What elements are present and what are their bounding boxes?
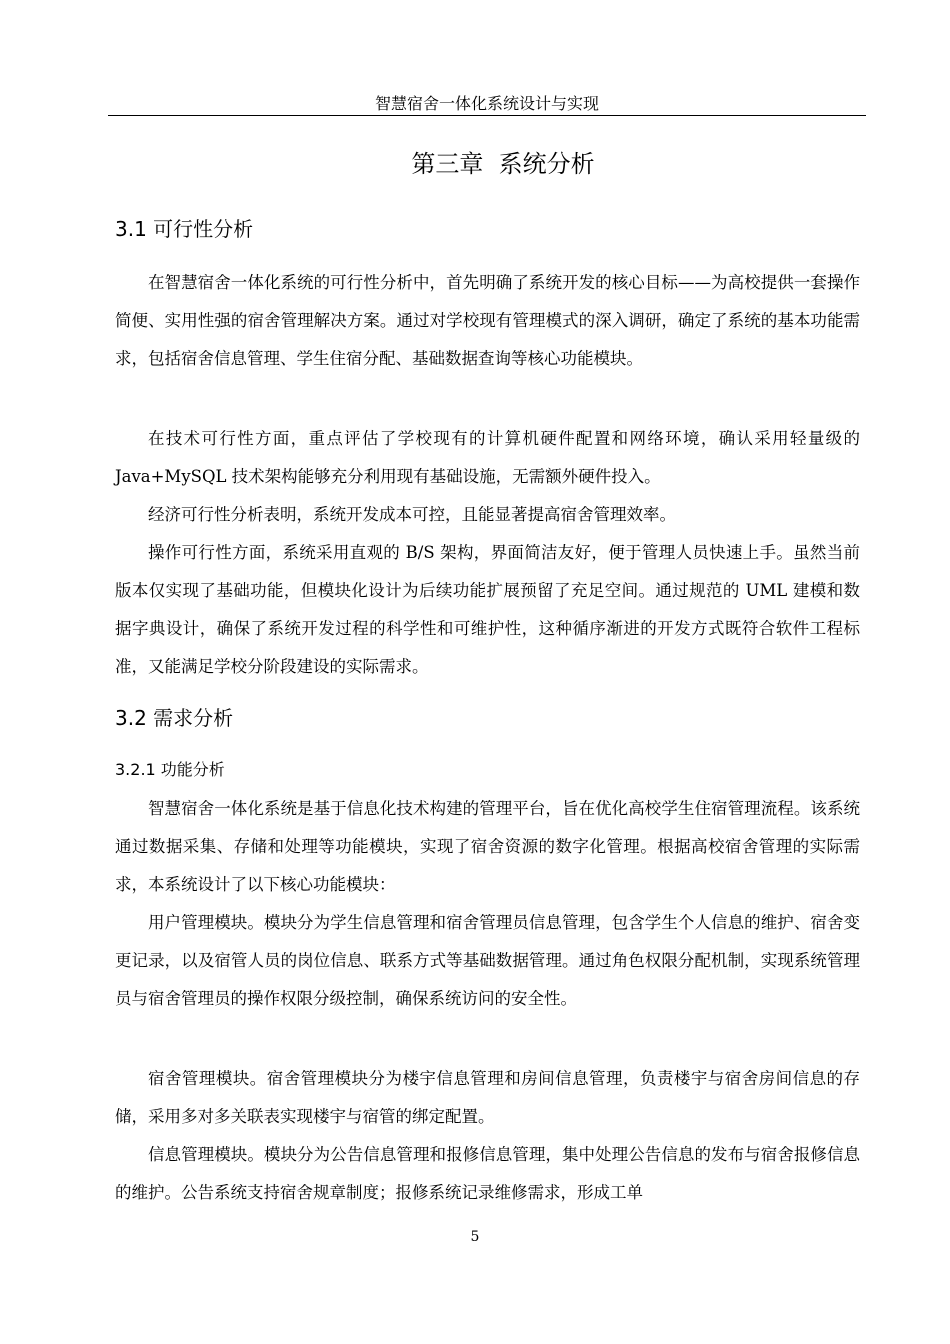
- paragraph: 宿舍管理模块。宿舍管理模块分为楼宇信息管理和房间信息管理，负责楼宇与宿舍房间信息的存储，采用多对多关联表实现楼宇与宿管的绑定配置。: [115, 1069, 860, 1126]
- paragraph: 用户管理模块。模块分为学生信息管理和宿舍管理员信息管理，包含学生个人信息的维护、宿舍变更记录，以及宿管人员的岗位信息、联系方式等基础数据管理。通过角色权限分配机制，实现系统管理员与宿舍管理员的操作权限分级控制，确保系统访问的安全性。: [115, 913, 860, 1008]
- page-number: 5: [470, 1229, 480, 1245]
- header-divider: [108, 115, 866, 116]
- paragraph: 在技术可行性方面，重点评估了学校现有的计算机硬件配置和网络环境，确认采用轻量级的 Java+MySQL 技术架构能够充分利用现有基础设施，无需额外硬件投入。: [115, 429, 860, 486]
- subsection-heading-3-2-1: 3.2.1 功能分析: [115, 760, 225, 779]
- paragraph: 信息管理模块。模块分为公告信息管理和报修信息管理，集中处理公告信息的发布与宿舍报修信息的维护。公告系统支持宿舍规章制度；报修系统记录维修需求，形成工单: [115, 1145, 860, 1202]
- section-heading-3-2: 3.2 需求分析: [115, 706, 234, 730]
- paragraph: 在智慧宿舍一体化系统的可行性分析中，首先明确了系统开发的核心目标——为高校提供一套操作简便、实用性强的宿舍管理解决方案。通过对学校现有管理模式的深入调研，确定了系统的基本功能需求，包括宿舍信息管理、学生住宿分配、基础数据查询等核心功能模块。: [115, 273, 860, 368]
- paragraph: 操作可行性方面，系统采用直观的 B/S 架构，界面简洁友好，便于管理人员快速上手。虽然当前版本仅实现了基础功能，但模块化设计为后续功能扩展预留了充足空间。通过规范的 UML 建模和数据字典设计，确保了系统开发过程的科学性和可维护性，这种循序渐进的开发方式既符合软件工程标准，又能满足学校分阶段建设的实际需求。: [115, 543, 860, 676]
- paragraph: 智慧宿舍一体化系统是基于信息化技术构建的管理平台，旨在优化高校学生住宿管理流程。该系统通过数据采集、存储和处理等功能模块，实现了宿舍资源的数字化管理。根据高校宿舍管理的实际需求，本系统设计了以下核心功能模块：: [115, 799, 860, 894]
- running-header: 智慧宿舍一体化系统设计与实现: [374, 94, 599, 113]
- chapter-title: 第三章 系统分析: [411, 150, 595, 178]
- paragraph: 经济可行性分析表明，系统开发成本可控，且能显著提高宿舍管理效率。: [148, 505, 676, 524]
- section-heading-3-1: 3.1 可行性分析: [115, 217, 254, 241]
